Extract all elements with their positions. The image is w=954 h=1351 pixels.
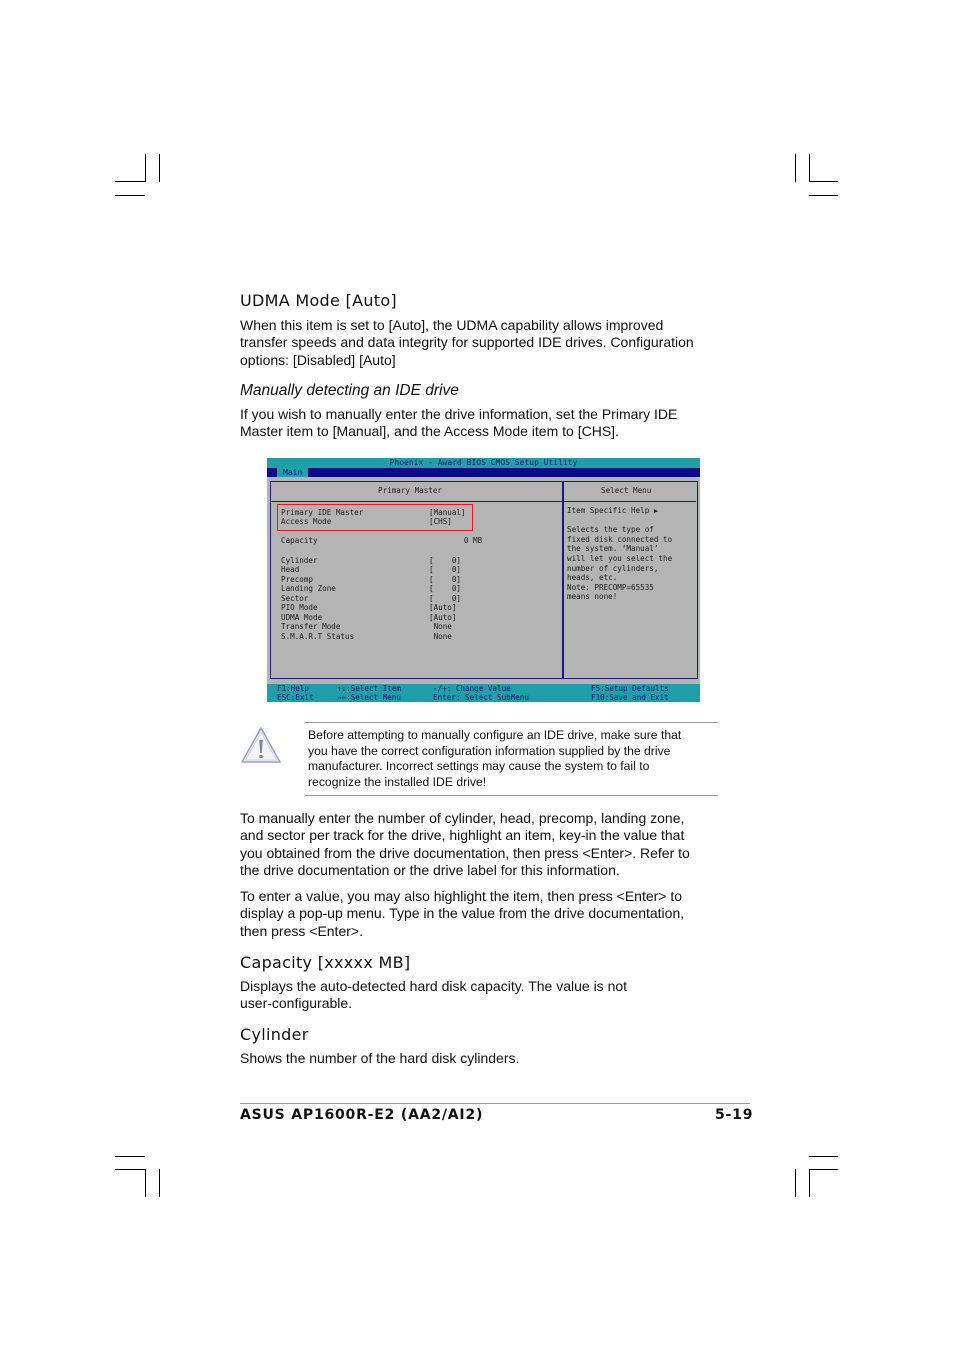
footer-f10-save-exit[interactable]: F10:Save and Exit — [591, 693, 669, 702]
crop-mark — [159, 154, 160, 182]
row-value: [Manual] — [429, 508, 466, 517]
bios-row-pio-mode[interactable] — [281, 603, 481, 613]
help-line: number of cylinders, — [567, 563, 659, 573]
text-line: When this item is set to [Auto], the UDMA capability allows improved — [240, 317, 664, 333]
bios-right-divider — [562, 501, 696, 502]
bios-row-capacity — [281, 536, 481, 546]
help-line: Note: PRECOMP=65535 — [567, 582, 654, 592]
text-line: Master item to [Manual], and the Access Mode item to [CHS]. — [240, 423, 619, 440]
row-label: Primary IDE Master — [281, 508, 364, 517]
row-value: None — [429, 622, 452, 631]
bios-help-panel — [567, 506, 697, 602]
text-line: and sector per track for the drive, highlight an item, key-in the value that — [240, 827, 685, 844]
crop-mark — [809, 1156, 838, 1157]
crop-mark — [809, 195, 838, 196]
bios-footer — [267, 684, 700, 702]
page-number: 5-19 — [715, 1107, 754, 1123]
row-label: Capacity — [281, 536, 318, 545]
crop-mark — [809, 154, 810, 182]
note-line: Before attempting to manually configure an IDE drive, make sure that — [308, 728, 682, 742]
note-line: recognize the installed IDE drive! — [308, 774, 487, 789]
cylinder-paragraph — [240, 1050, 710, 1067]
crop-mark — [115, 1169, 145, 1170]
help-spacer — [567, 516, 697, 526]
help-line: Selects the type of — [567, 525, 654, 535]
bios-row-head[interactable] — [281, 565, 481, 575]
row-value: [ 0] — [429, 575, 462, 584]
crop-mark — [145, 1169, 146, 1197]
footer-esc-exit[interactable]: ESC:Exit — [277, 693, 314, 702]
footer-select-item[interactable]: ↑↓:Select Item — [337, 684, 402, 693]
bios-side-title: Select Menu — [601, 486, 652, 495]
row-label: Transfer Mode — [281, 622, 341, 631]
row-value: [ 0] — [429, 556, 462, 565]
warning-icon — [240, 726, 282, 764]
row-label: Sector — [281, 594, 309, 603]
help-line: heads, etc. — [567, 573, 618, 583]
text-line: options: [Disabled] [Auto] — [240, 351, 396, 368]
text-line: To manually enter the number of cylinder, head, precomp, landing zone, — [240, 810, 685, 826]
crop-mark — [115, 181, 145, 182]
note-top-rule — [305, 722, 718, 723]
bios-panel-title: Primary Master — [378, 486, 443, 495]
text-line: To enter a value, you may also highlight the item, then press <Enter> to — [240, 888, 683, 904]
footer-f1-help[interactable]: F1:Help — [277, 684, 310, 693]
row-label: Precomp — [281, 575, 314, 584]
help-line: means none! — [567, 592, 618, 602]
bios-row-smart-status — [281, 632, 481, 642]
text-line: you obtained from the drive documentation, then press <Enter>. Refer to — [240, 844, 690, 861]
caution-note — [308, 728, 708, 790]
crop-mark — [795, 154, 796, 182]
crop-mark — [115, 195, 145, 196]
row-value: 0 MB — [441, 536, 483, 545]
note-line: you have the correct configuration information supplied by the drive — [308, 743, 671, 758]
text-line: Displays the auto-detected hard disk capacity. The value is not — [240, 978, 628, 994]
row-value: [Auto] — [429, 603, 457, 612]
row-value: [ 0] — [429, 594, 462, 603]
row-value: [CHS] — [429, 517, 452, 526]
manual-paragraph — [240, 406, 710, 441]
capacity-heading: Capacity [xxxxx MB] — [240, 953, 411, 972]
note-line: manufacturer. Incorrect settings may cause the system to fail to — [308, 759, 650, 774]
crop-mark — [809, 181, 838, 182]
row-value: [ 0] — [429, 584, 462, 593]
row-label: UDMA Mode — [281, 613, 323, 622]
text-line: user-configurable. — [240, 995, 353, 1012]
triangle-right-icon: ▶ — [653, 507, 659, 515]
page-footer-title: ASUS AP1600R-E2 (AA2/AI2) — [240, 1107, 484, 1123]
udma-paragraph — [240, 317, 710, 369]
row-label: PIO Mode — [281, 603, 318, 612]
row-label: S.M.A.R.T Status — [281, 632, 355, 641]
text-line: Shows the number of the hard disk cylinders. — [240, 1050, 520, 1066]
crop-mark — [795, 1169, 796, 1197]
row-label: Head — [281, 565, 300, 574]
note-bottom-rule — [305, 795, 718, 796]
footer-select-menu[interactable]: →←:Select Menu — [337, 693, 402, 702]
crop-mark — [145, 154, 146, 182]
row-label: Access Mode — [281, 517, 332, 526]
crop-mark — [115, 1156, 145, 1157]
row-value: [ 0] — [429, 565, 462, 574]
instructions-paragraph-2 — [240, 888, 710, 940]
help-title-text: Item Specific Help — [567, 506, 650, 515]
cylinder-heading: Cylinder — [240, 1025, 309, 1044]
bios-row-landing-zone[interactable] — [281, 584, 481, 594]
help-title — [567, 506, 697, 516]
row-value: [Auto] — [429, 613, 457, 622]
row-label: Landing Zone — [281, 584, 336, 593]
crop-mark — [159, 1169, 160, 1197]
udma-heading: UDMA Mode [Auto] — [240, 291, 397, 310]
text-line: display a pop-up menu. Type in the value from the drive documentation, — [240, 905, 685, 922]
help-line: the system. ‘Manual’ — [567, 544, 659, 554]
bios-title: Phoenix - Award BIOS CMOS Setup Utility — [267, 458, 700, 468]
bios-left-divider — [270, 501, 562, 502]
crop-mark — [809, 1169, 810, 1197]
capacity-paragraph — [240, 978, 710, 1013]
bios-tab-main[interactable]: Main — [277, 468, 308, 477]
row-value: None — [429, 632, 452, 641]
bios-row-transfer-mode — [281, 622, 481, 632]
footer-change-value[interactable]: -/+: Change Value — [433, 684, 511, 693]
bios-screenshot — [267, 458, 700, 702]
text-line: the drive documentation or the drive label for this information. — [240, 861, 620, 878]
manual-subheading: Manually detecting an IDE drive — [240, 382, 459, 399]
text-line: transfer speeds and data integrity for supported IDE drives. Configuration — [240, 334, 694, 351]
help-line: fixed disk connected to — [567, 534, 673, 544]
text-line: If you wish to manually enter the drive information, set the Primary IDE — [240, 406, 678, 422]
footer-f5-defaults[interactable]: F5:Setup Defaults — [591, 684, 669, 693]
text-line: then press <Enter>. — [240, 922, 363, 939]
crop-mark — [809, 1169, 838, 1170]
instructions-paragraph-1 — [240, 810, 710, 879]
row-label: Cylinder — [281, 556, 318, 565]
footer-enter-submenu[interactable]: Enter: Select SubMenu — [433, 693, 530, 702]
help-line: will let you select the — [567, 553, 673, 563]
footer-rule — [240, 1103, 750, 1104]
bios-menubar — [267, 468, 700, 477]
highlight-box — [277, 504, 473, 531]
